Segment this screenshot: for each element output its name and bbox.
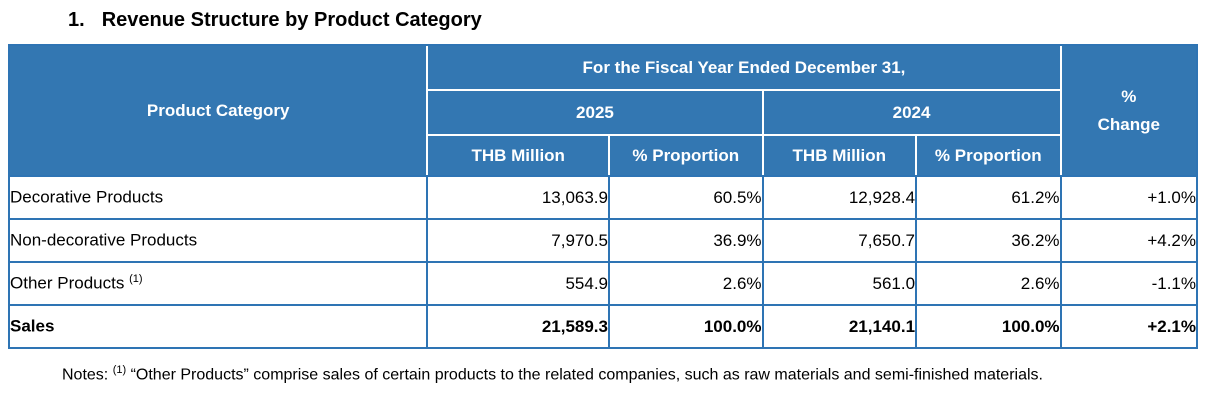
header-thb-million-2024: THB Million: [764, 136, 918, 175]
revenue-table: [8, 44, 1198, 349]
cell-change: +4.2%: [1062, 218, 1196, 261]
cell-category: [10, 261, 428, 304]
header-proportion-2024: % Proportion: [917, 136, 1062, 175]
table-row-other-products: [10, 261, 1196, 304]
header-year-2024: 2024: [764, 91, 1062, 136]
cell-thb-2025: 21,589.3: [428, 304, 610, 347]
cell-thb-2025: 13,063.9: [428, 175, 610, 218]
footnote-prefix: Notes:: [62, 366, 113, 384]
cell-change: -1.1%: [1062, 261, 1196, 304]
cell-thb-2024: 561.0: [764, 261, 918, 304]
title-text: Revenue Structure by Product Category: [101, 9, 482, 31]
cell-prop-2024: 2.6%: [917, 261, 1062, 304]
header-fiscal-year-span: For the Fiscal Year Ended December 31,: [428, 46, 1061, 91]
header-thb-million-2025: THB Million: [428, 136, 610, 175]
cell-thb-2024: 7,650.7: [764, 218, 918, 261]
cell-category: [10, 175, 428, 218]
cell-prop-2025: 100.0%: [610, 304, 764, 347]
table-row-sales-total: [10, 304, 1196, 347]
category-label: Other Products: [10, 273, 125, 293]
footnote-ref: (1): [112, 364, 127, 376]
cell-thb-2025: 554.9: [428, 261, 610, 304]
cell-prop-2024: 100.0%: [917, 304, 1062, 347]
table-row-decorative-products: [10, 175, 1196, 218]
category-footnote-ref: (1): [129, 273, 143, 286]
header-product-category: Product Category: [10, 46, 428, 175]
category-label: Sales: [10, 316, 55, 336]
header-year-2025: 2025: [428, 91, 763, 136]
footnote: [62, 364, 1206, 384]
header-proportion-2025: % Proportion: [610, 136, 764, 175]
page-title: [68, 9, 1206, 32]
header-pct-change: [1062, 46, 1196, 175]
cell-prop-2025: 60.5%: [610, 175, 764, 218]
cell-prop-2025: 36.9%: [610, 218, 764, 261]
table-header: [10, 46, 1196, 175]
cell-thb-2024: 12,928.4: [764, 175, 918, 218]
revenue-table-wrapper: [8, 44, 1198, 349]
category-label: Decorative Products: [10, 187, 164, 207]
footnote-text: “Other Products” comprise sales of certain products to the related companies, such as raw materials and semi-finished materials.: [126, 366, 1043, 384]
cell-category: [10, 218, 428, 261]
header-row-fiscal-year: [10, 46, 1196, 91]
title-number: 1.: [68, 9, 85, 31]
cell-prop-2024: 36.2%: [917, 218, 1062, 261]
table-row-non-decorative-products: [10, 218, 1196, 261]
cell-thb-2025: 7,970.5: [428, 218, 610, 261]
cell-change: +2.1%: [1062, 304, 1196, 347]
cell-category: [10, 304, 428, 347]
cell-prop-2025: 2.6%: [610, 261, 764, 304]
cell-change: +1.0%: [1062, 175, 1196, 218]
table-body: [10, 175, 1196, 347]
header-pct-change-line1: %: [1121, 87, 1137, 107]
cell-thb-2024: 21,140.1: [764, 304, 918, 347]
header-pct-change-line2: Change: [1097, 114, 1160, 134]
cell-prop-2024: 61.2%: [917, 175, 1062, 218]
category-label: Non-decorative Products: [10, 230, 198, 250]
